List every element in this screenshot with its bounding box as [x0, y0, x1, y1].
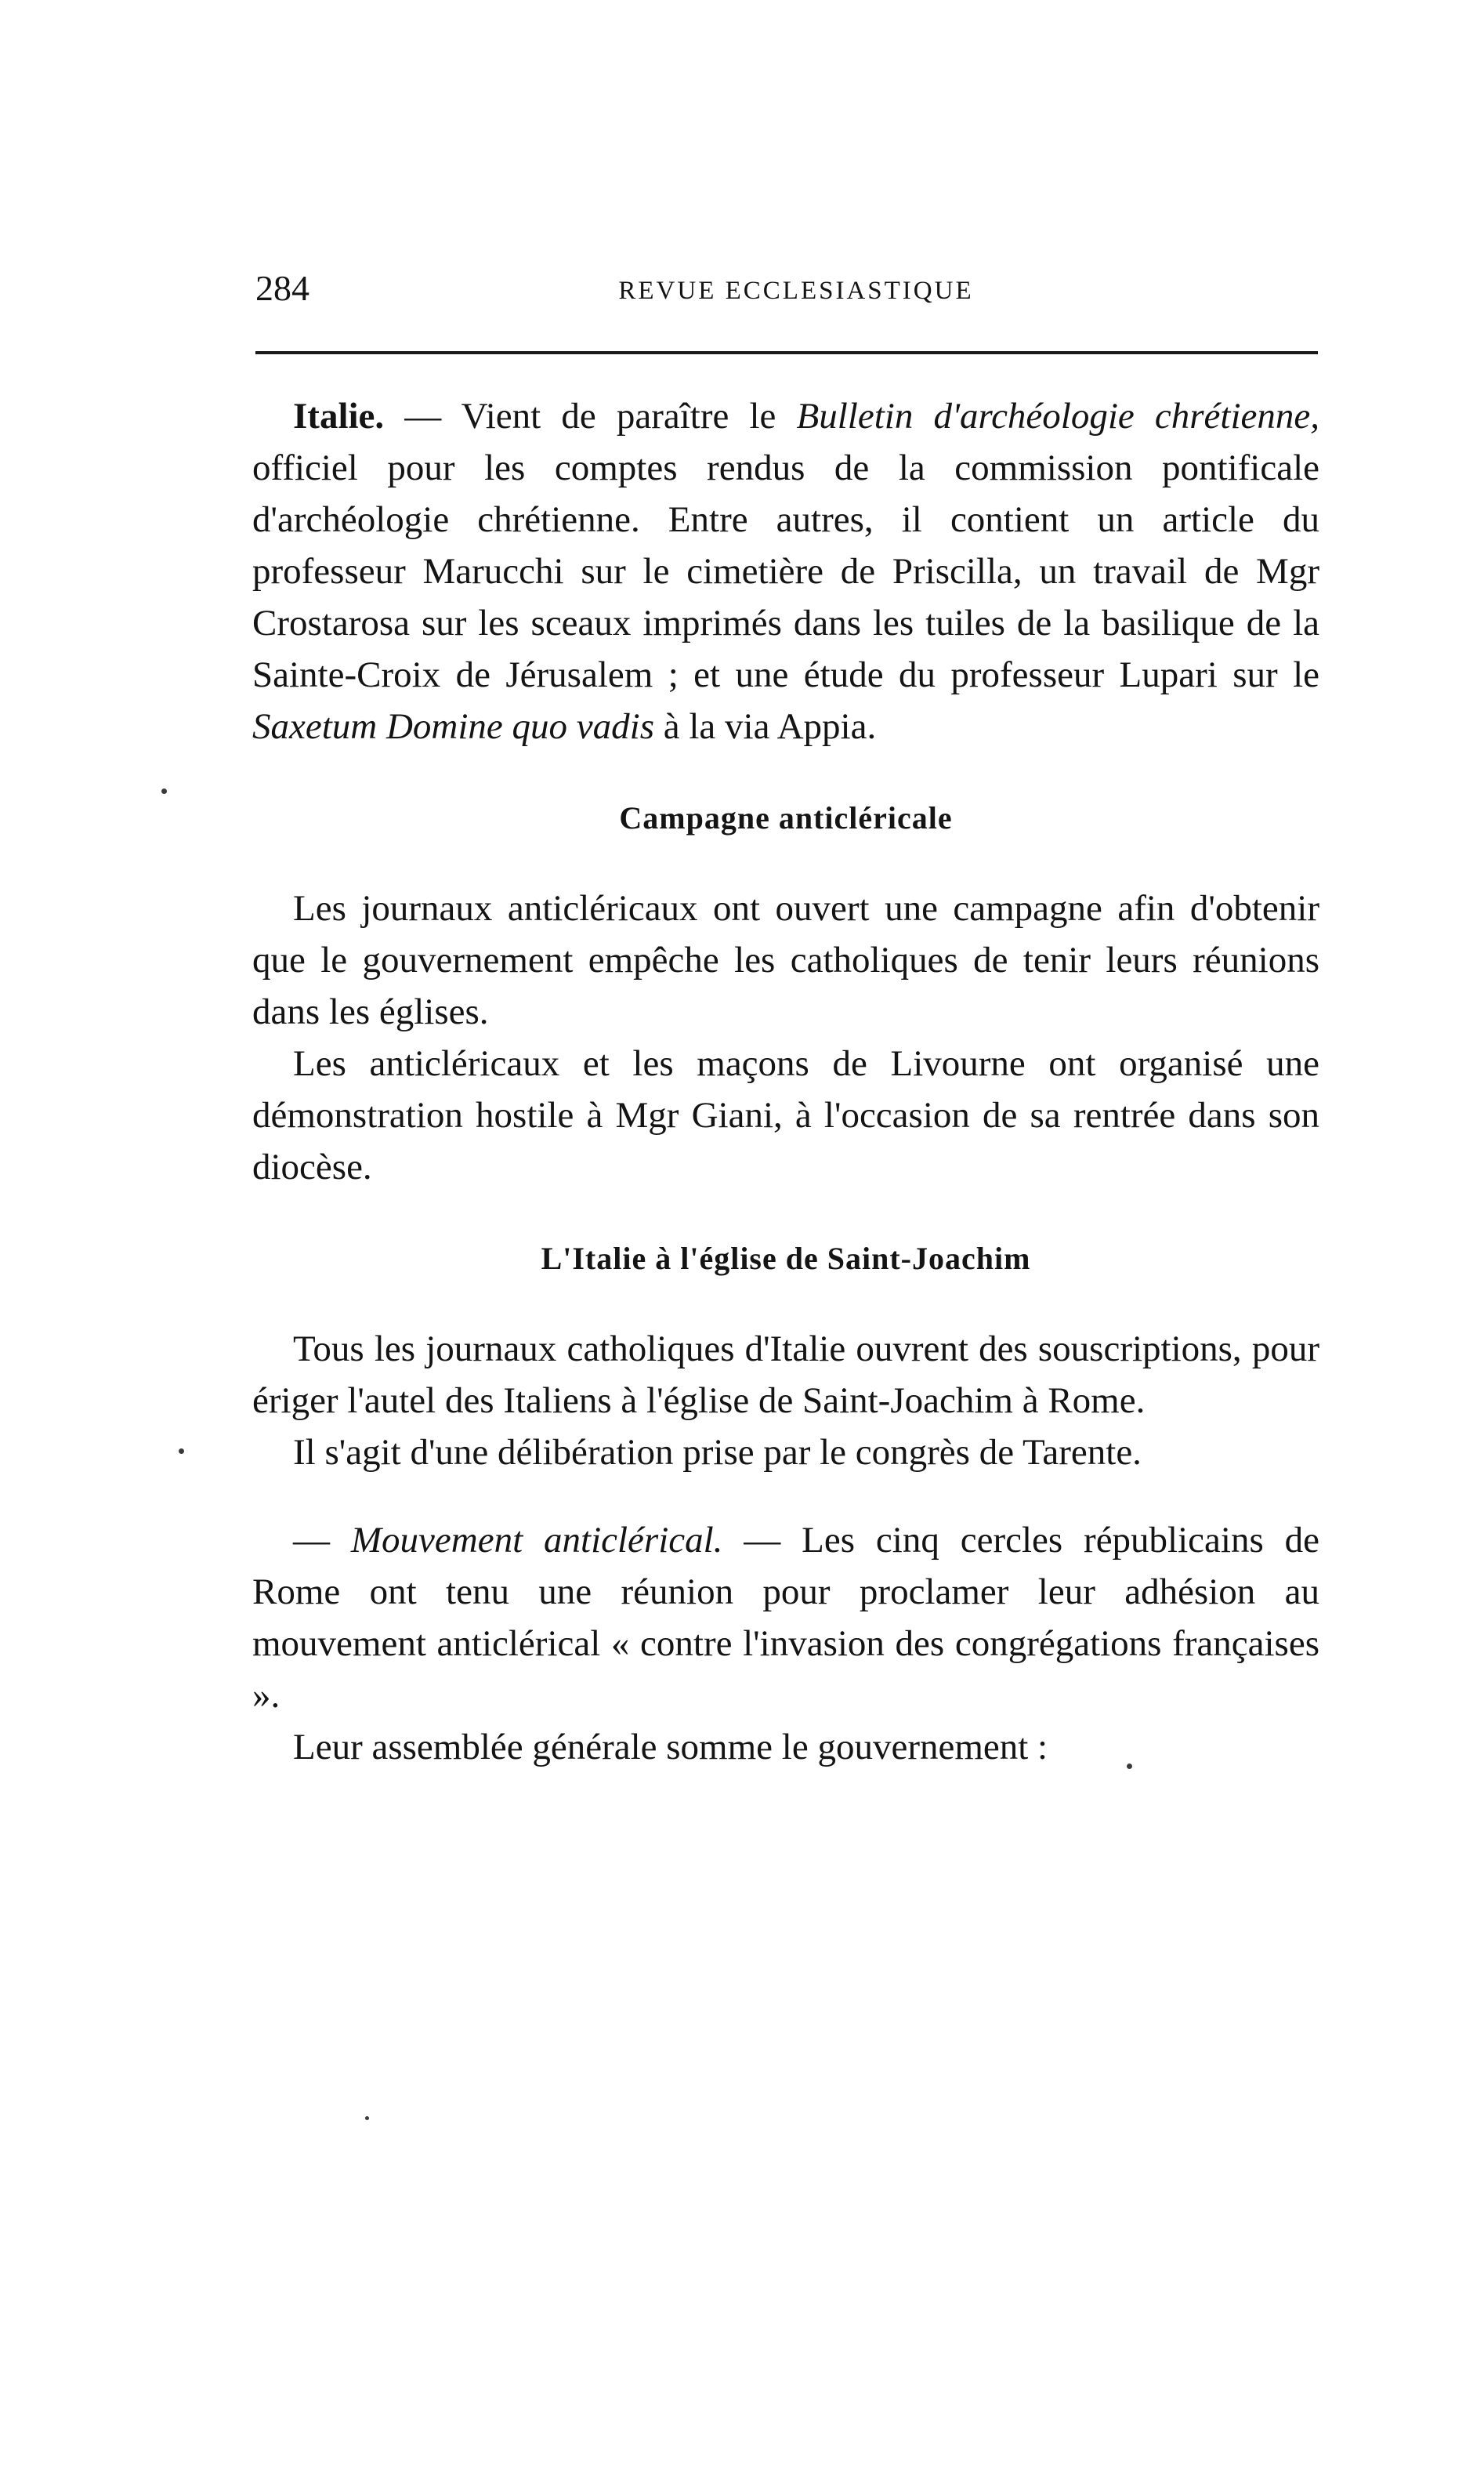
italic-title: Saxetum Domine quo vadis: [252, 706, 654, 747]
section-heading: L'Italie à l'église de Saint-Joachim: [541, 1241, 1031, 1276]
text-run: —: [293, 1520, 351, 1561]
italic-title: Mouvement anticlérical.: [350, 1520, 723, 1561]
paragraph: Leur assemblée générale somme le gouvernement :: [293, 1727, 1048, 1767]
italic-title: Bulletin d'archéologie chrétienne,: [796, 396, 1320, 437]
body-text: [252, 390, 1319, 1773]
paragraph: Les anticléricaux et les maçons de Livourne ont organisé une démonstration hostile à Mgr Giani, à l'occasion de sa rentrée dans son diocèse.: [252, 1043, 1319, 1187]
section-heading: Campagne anticléricale: [619, 800, 953, 836]
paragraph-mouvement: [252, 1514, 1319, 1721]
print-speck: [161, 788, 167, 794]
text-run: à la via Appia.: [653, 706, 877, 747]
header-rule: [255, 351, 1318, 354]
paragraph: Tous les journaux catholiques d'Italie ouvrent des souscriptions, pour ériger l'autel des Italiens à l'église de Saint-Joachim à Rome.: [252, 1329, 1319, 1421]
running-title: REVUE ECCLESIASTIQUE: [618, 277, 974, 305]
print-speck: [179, 1448, 184, 1454]
print-speck: [1127, 1764, 1132, 1769]
print-speck: [365, 2116, 369, 2120]
text-run: — Vient de paraître le: [384, 396, 797, 437]
text-run: officiel pour les comptes rendus de la commission pontificale d'archéologie chrétienne. Entre autres, il contient un article du professeur Marucchi sur le cimetière de Priscilla, un travail de Mgr Crostarosa sur les sceaux imprimés dans les tuiles de la basilique de la Sainte-Croix de Jérusalem ; et une étude du professeur Lupari sur le: [252, 448, 1319, 695]
paragraph: Les journaux anticléricaux ont ouvert une campagne afin d'obtenir que le gouvernement empêche les catholiques de tenir leurs réunions dans les églises.: [252, 888, 1319, 1032]
paragraph-italie: [252, 390, 1319, 752]
running-head: [255, 265, 1318, 312]
paragraph: Il s'agit d'une délibération prise par le congrès de Tarente.: [293, 1432, 1142, 1473]
text-run: — Les cinq cercles républicains de Rome ont tenu une réunion pour proclamer leur adhésion au mouvement anticlérical « contre l'invasion des congrégations françaises ».: [252, 1520, 1319, 1716]
paragraph-lead: Italie.: [293, 396, 385, 437]
page-number: 284: [255, 268, 309, 308]
